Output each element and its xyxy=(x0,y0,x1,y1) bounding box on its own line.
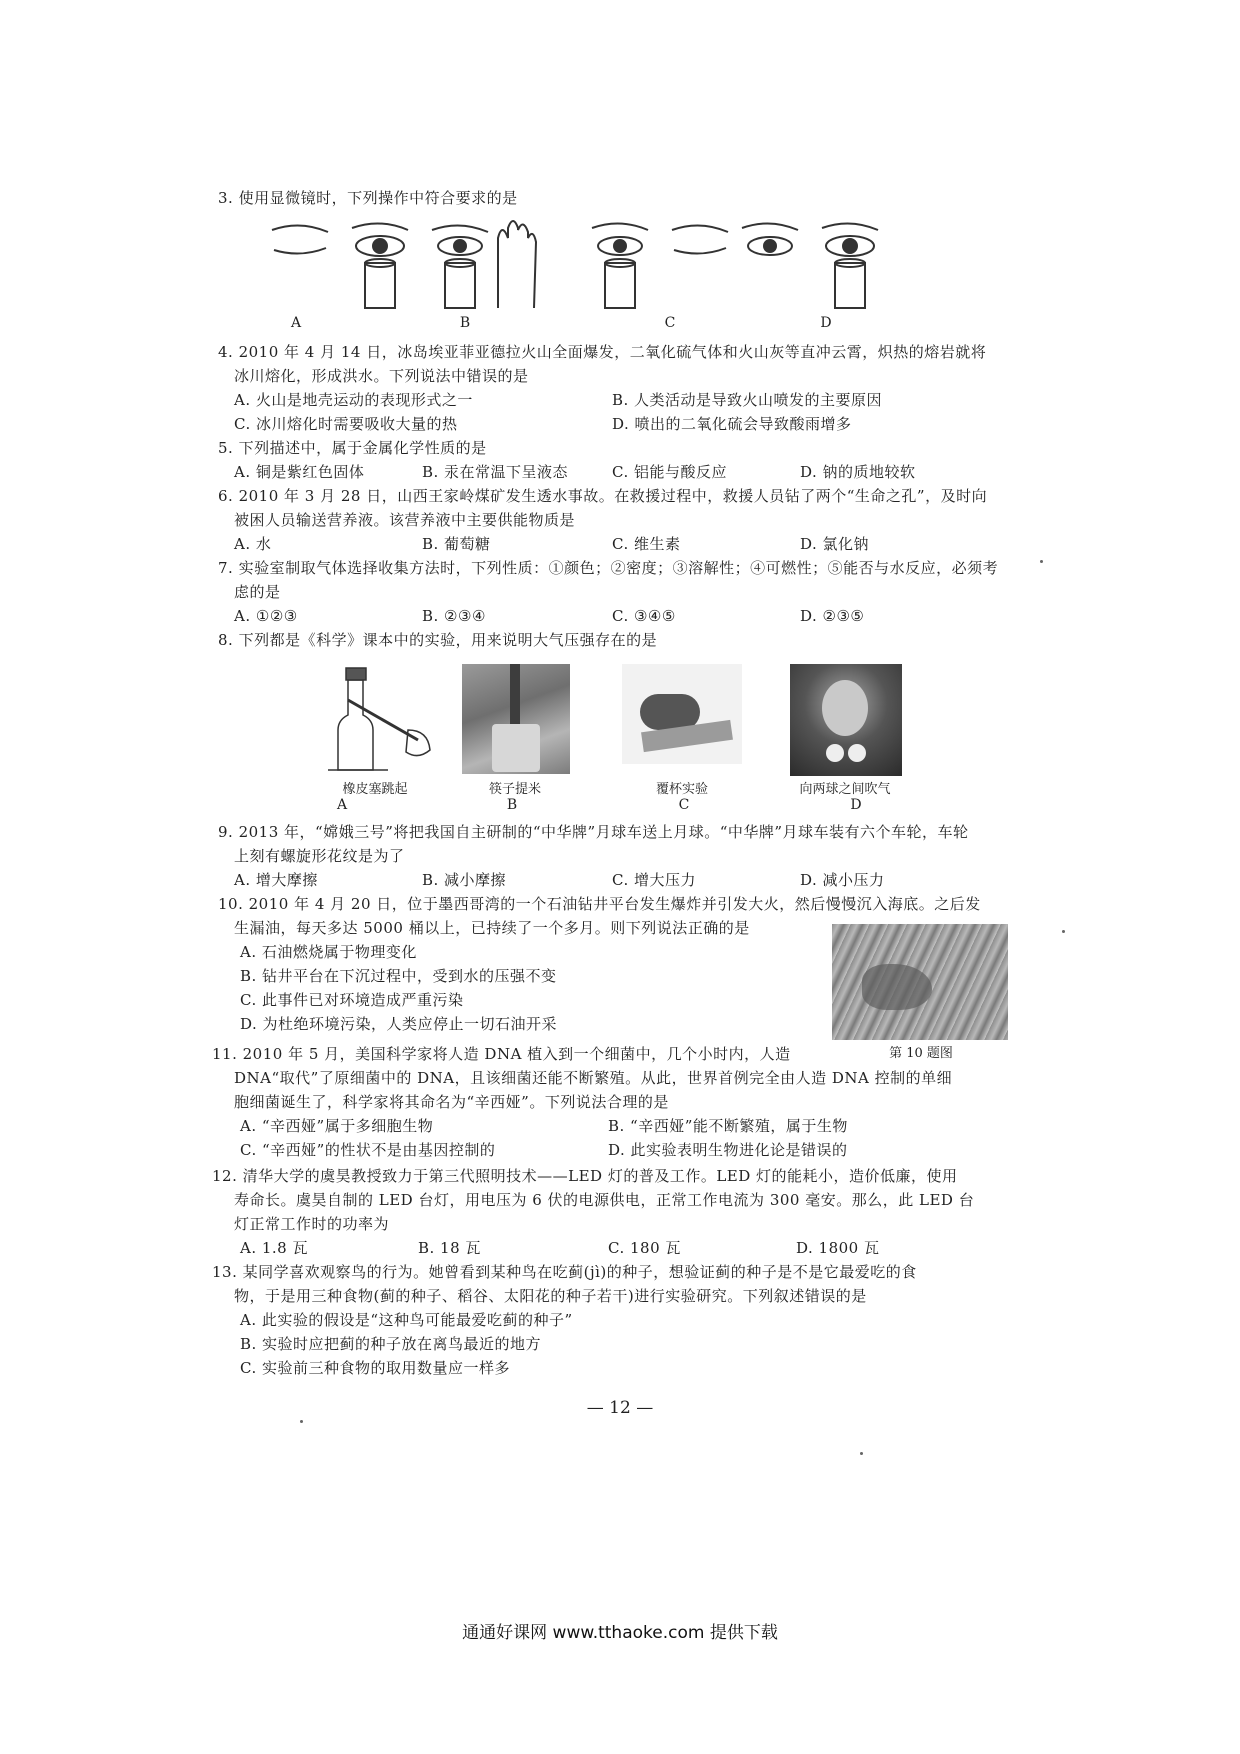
footer-download-note: 通通好课网 www.tthaoke.com 提供下载 xyxy=(462,1623,778,1643)
blow-between-balls-photo xyxy=(790,664,902,776)
q4-option-a: A. 火山是地壳运动的表现形式之一 xyxy=(234,391,473,409)
scan-speck xyxy=(1040,560,1043,563)
question-12-stem-line2: 寿命长。虞昊自制的 LED 台灯，用电压为 6 伏的电源供电，正常工作电流为 300 毫安。那么，此 LED 台 xyxy=(234,1191,975,1209)
question-11-stem-line1: 11. 2010 年 5 月，美国科学家将人造 DNA 植入到一个细菌中，几个小时内，人造 xyxy=(212,1045,791,1063)
q12-option-c: C. 180 瓦 xyxy=(608,1239,681,1257)
q8-label-a: A xyxy=(336,797,348,813)
q8-label-b: B xyxy=(506,797,518,813)
q11-option-a: A. “辛西娅”属于多细胞生物 xyxy=(240,1117,434,1135)
q4-option-b: B. 人类活动是导致火山喷发的主要原因 xyxy=(612,391,883,409)
q8-caption-c: 覆杯实验 xyxy=(655,782,708,797)
q7-option-d: D. ②③⑤ xyxy=(800,607,865,625)
q7-option-c: C. ③④⑤ xyxy=(612,607,676,625)
question-13-stem-line1: 13. 某同学喜欢观察鸟的行为。她曾看到某种鸟在吃蓟(jì)的种子，想验证蓟的种子是不是它最爱吃的食 xyxy=(212,1263,917,1281)
scan-speck xyxy=(1062,930,1065,933)
q4-option-d: D. 喷出的二氧化硫会导致酸雨增多 xyxy=(612,415,852,433)
q3-label-c: C xyxy=(664,315,676,331)
question-11-stem-line3: 胞细菌诞生了，科学家将其命名为“辛西娅”。下列说法合理的是 xyxy=(234,1093,669,1111)
q9-option-d: D. 减小压力 xyxy=(800,871,885,889)
q6-option-d: D. 氯化钠 xyxy=(800,535,870,553)
q4-option-c: C. 冰川熔化时需要吸收大量的热 xyxy=(234,415,458,433)
question-10-stem-line2: 生漏油，每天多达 5000 桶以上，已持续了一个多月。则下列说法正确的是 xyxy=(234,919,750,937)
q3-label-a: A xyxy=(290,315,302,331)
question-9-stem-line1: 9. 2013 年，“嫦娥三号”将把我国自主研制的“中华牌”月球车送上月球。“中华牌”月球车装有六个车轮，车轮 xyxy=(218,823,969,841)
question-12-stem-line1: 12. 清华大学的虞昊教授致力于第三代照明技术——LED 灯的普及工作。LED 灯的能耗小，造价低廉，使用 xyxy=(212,1167,958,1185)
cup-card-photo xyxy=(622,664,742,764)
q11-option-c: C. “辛西娅”的性状不是由基因控制的 xyxy=(240,1141,496,1159)
q5-option-b: B. 汞在常温下呈液态 xyxy=(422,463,569,481)
q7-option-b: B. ②③④ xyxy=(422,607,486,625)
q10-figure-caption: 第 10 题图 xyxy=(889,1046,953,1061)
question-3-stem: 3. 使用显微镜时，下列操作中符合要求的是 xyxy=(218,189,518,207)
microscope-eyes-illustration xyxy=(260,218,900,318)
q5-option-a: A. 铜是紫红色固体 xyxy=(234,463,365,481)
q9-option-b: B. 减小摩擦 xyxy=(422,871,507,889)
chopsticks-rice-photo xyxy=(462,664,570,774)
option-d-figure xyxy=(742,223,878,308)
question-9-stem-line2: 上刻有螺旋形花纹是为了 xyxy=(234,847,405,865)
q6-option-b: B. 葡萄糖 xyxy=(422,535,491,553)
q5-option-d: D. 钠的质地较软 xyxy=(800,463,916,481)
q6-option-c: C. 维生素 xyxy=(612,535,681,553)
q11-option-b: B. “辛西娅”能不断繁殖，属于生物 xyxy=(608,1117,848,1135)
q3-label-d: D xyxy=(820,315,832,331)
question-6-stem-line1: 6. 2010 年 3 月 28 日，山西王家岭煤矿发生透水事故。在救援过程中，救援人员钻了两个“生命之孔”，及时向 xyxy=(218,487,988,505)
option-c-figure xyxy=(592,223,728,308)
q6-option-a: A. 水 xyxy=(234,535,272,553)
page-number: — 12 — xyxy=(586,1398,654,1418)
question-6-stem-line2: 被困人员输送营养液。该营养液中主要供能物质是 xyxy=(234,511,576,529)
q8-caption-a: 橡皮塞跳起 xyxy=(342,782,408,797)
q12-option-a: A. 1.8 瓦 xyxy=(240,1239,308,1257)
question-13-stem-line2: 物，于是用三种食物(蓟的种子、稻谷、太阳花的种子若干)进行实验研究。下列叙述错误的是 xyxy=(234,1287,867,1305)
q12-option-b: B. 18 瓦 xyxy=(418,1239,481,1257)
q10-option-b: B. 钻井平台在下沉过程中，受到水的压强不变 xyxy=(240,967,557,985)
q13-option-b: B. 实验时应把蓟的种子放在离鸟最近的地方 xyxy=(240,1335,542,1353)
q10-option-d: D. 为杜绝环境污染，人类应停止一切石油开采 xyxy=(240,1015,558,1033)
q9-option-c: C. 增大压力 xyxy=(612,871,696,889)
question-11-stem-line2: DNA“取代”了原细菌中的 DNA，且该细菌还能不断繁殖。从此，世界首例完全由人造 DNA 控制的单细 xyxy=(234,1069,953,1087)
oil-spill-photo xyxy=(832,924,1008,1040)
q7-option-a: A. ①②③ xyxy=(234,607,298,625)
question-4-stem-line1: 4. 2010 年 4 月 14 日，冰岛埃亚菲亚德拉火山全面爆发，二氧化硫气体和火山灰等直冲云霄，炽热的熔岩就将 xyxy=(218,343,987,361)
q8-label-d: D xyxy=(850,797,862,813)
question-8-stem: 8. 下列都是《科学》课本中的实验，用来说明大气压强存在的是 xyxy=(218,631,658,649)
option-b-figure xyxy=(432,221,536,308)
q8-caption-b: 筷子提米 xyxy=(488,782,541,797)
rubber-stopper-figure xyxy=(318,660,438,780)
scan-speck xyxy=(300,1420,303,1423)
q13-option-a: A. 此实验的假设是“这种鸟可能最爱吃蓟的种子” xyxy=(240,1311,573,1329)
question-4-stem-line2: 冰川熔化，形成洪水。下列说法中错误的是 xyxy=(234,367,529,385)
scan-speck xyxy=(860,1452,863,1455)
q12-option-d: D. 1800 瓦 xyxy=(796,1239,880,1257)
question-7-stem-line1: 7. 实验室制取气体选择收集方法时，下列性质：①颜色；②密度；③溶解性；④可燃性；⑤能否与水反应，必须考 xyxy=(218,559,999,577)
q3-label-b: B xyxy=(459,315,471,331)
q13-option-c: C. 实验前三种食物的取用数量应一样多 xyxy=(240,1359,510,1377)
q10-option-a: A. 石油燃烧属于物理变化 xyxy=(240,943,417,961)
option-a-figure xyxy=(272,223,408,308)
q8-caption-d: 向两球之间吹气 xyxy=(799,782,891,797)
question-12-stem-line3: 灯正常工作时的功率为 xyxy=(234,1215,390,1233)
q11-option-d: D. 此实验表明生物进化论是错误的 xyxy=(608,1141,848,1159)
question-5-stem: 5. 下列描述中，属于金属化学性质的是 xyxy=(218,439,487,457)
q5-option-c: C. 铝能与酸反应 xyxy=(612,463,727,481)
q10-option-c: C. 此事件已对环境造成严重污染 xyxy=(240,991,464,1009)
q8-label-c: C xyxy=(678,797,690,813)
question-10-stem-line1: 10. 2010 年 4 月 20 日，位于墨西哥湾的一个石油钻井平台发生爆炸并引发大火，然后慢慢沉入海底。之后发 xyxy=(218,895,981,913)
question-7-stem-line2: 虑的是 xyxy=(234,583,281,601)
q9-option-a: A. 增大摩擦 xyxy=(234,871,318,889)
